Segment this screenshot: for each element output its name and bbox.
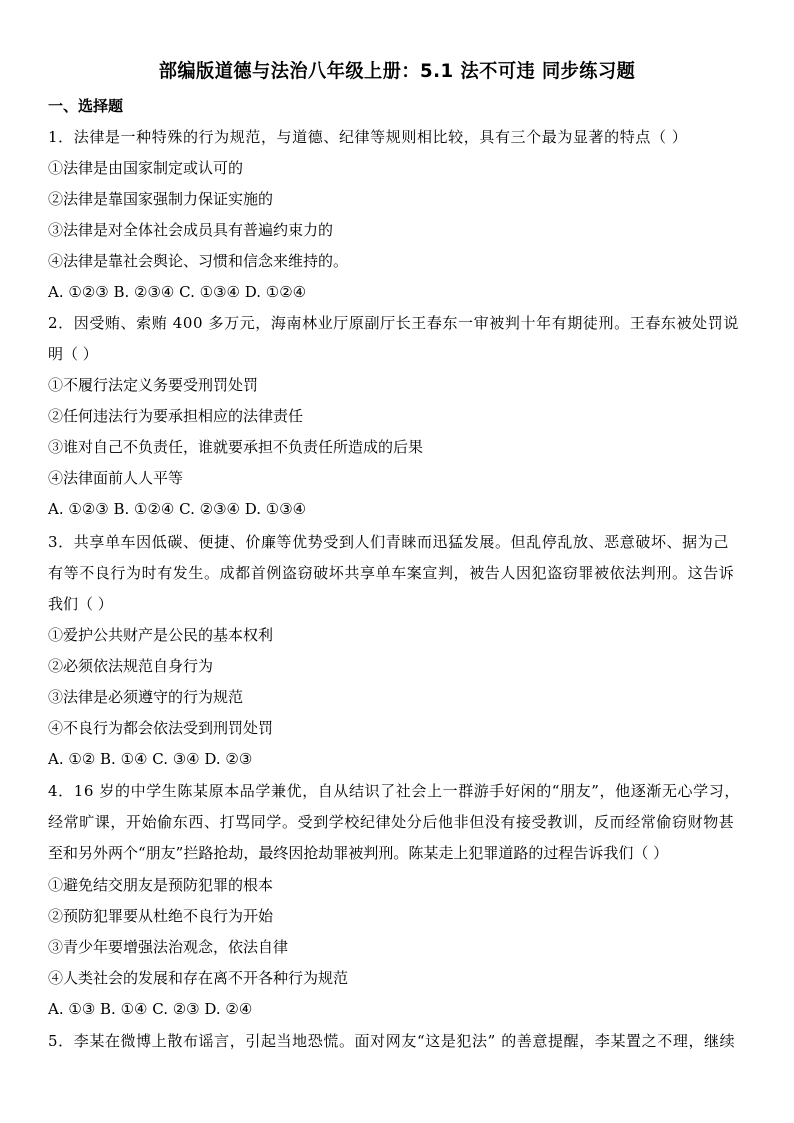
question-2-item-2: ②任何违法行为要承担相应的法律责任 [48,407,304,425]
question-4-stem-line-3: 至和另外两个“朋友”拦路抢劫，最终因抢劫罪被判刑。陈某走上犯罪道路的过程告诉我们（ ） [48,844,669,862]
question-1-item-4: ④法律是靠社会舆论、习惯和信念来维持的。 [48,252,349,270]
question-3-stem-line-3: 我们（ ） [48,595,113,613]
question-3-stem-line-2: 有等不良行为时有发生。成都首例盗窃破坏共享单车案宣判，被告人因犯盗窃罪被依法判刑。这告诉 [48,564,735,582]
question-2-item-3: ③谁对自己不负责任，谁就要承担不负责任所造成的后果 [48,438,424,456]
question-4-stem-line-2: 经常旷课，开始偷东西、打骂同学。受到学校纪律处分后他非但没有接受教训，反而经常偷窃财物甚 [48,813,735,831]
question-3-stem-line-1: 3．共享单车因低碳、便捷、价廉等优势受到人们青睐而迅猛发展。但乱停乱放、恶意破坏、据为己 [48,533,729,551]
question-3-item-2: ②必须依法规范自身行为 [48,657,214,675]
question-1-stem: 1．法律是一种特殊的行为规范，与道德、纪律等规则相比较，具有三个最为显著的特点（ ） [48,128,688,146]
question-3-item-3: ③法律是必须遵守的行为规范 [48,688,244,706]
question-4-item-3: ③青少年要增强法治观念，依法自律 [48,938,289,956]
question-2-stem-line-2: 明（ ） [48,345,98,363]
question-3-item-1: ①爱护公共财产是公民的基本权利 [48,626,274,644]
page-title: 部编版道德与法治八年级上册：5.1 法不可违 同步练习题 [158,60,636,82]
question-2-stem-line-1: 2．因受贿、索贿 400 多万元，海南林业厅原副厅长王春东一审被判十年有期徒刑。王春东被处罚说 [48,314,739,332]
question-1-item-2: ②法律是靠国家强制力保证实施的 [48,190,274,208]
question-1-options: A. ①②③ B. ②③④ C. ①③④ D. ①②④ [48,283,307,301]
question-2-item-4: ④法律面前人人平等 [48,469,184,487]
question-4-item-4: ④人类社会的发展和存在离不开各种行为规范 [48,969,349,987]
question-4-options: A. ①③ B. ①④ C. ②③ D. ②④ [48,1000,253,1018]
question-4-item-1: ①避免结交朋友是预防犯罪的根本 [48,876,274,894]
question-4-item-2: ②预防犯罪要从杜绝不良行为开始 [48,907,274,925]
question-5-stem-line-1: 5．李某在微博上散布谣言，引起当地恐慌。面对网友“这是犯法” 的善意提醒，李某置之不理，继续 [48,1032,736,1050]
question-2-item-1: ①不履行法定义务要受刑罚处罚 [48,376,259,394]
question-4-stem-line-1: 4．16 岁的中学生陈某原本品学兼优，自从结识了社会上一群游手好闲的“朋友”，他逐渐无心学习， [48,782,740,800]
question-3-options: A. ①② B. ①④ C. ③④ D. ②③ [48,750,253,768]
question-2-options: A. ①②③ B. ①②④ C. ②③④ D. ①③④ [48,500,307,518]
question-3-item-4: ④不良行为都会依法受到刑罚处罚 [48,719,274,737]
question-1-item-3: ③法律是对全体社会成员具有普遍约束力的 [48,221,334,239]
question-1-item-1: ①法律是由国家制定或认可的 [48,159,244,177]
section-heading: 一、选择题 [48,97,124,115]
